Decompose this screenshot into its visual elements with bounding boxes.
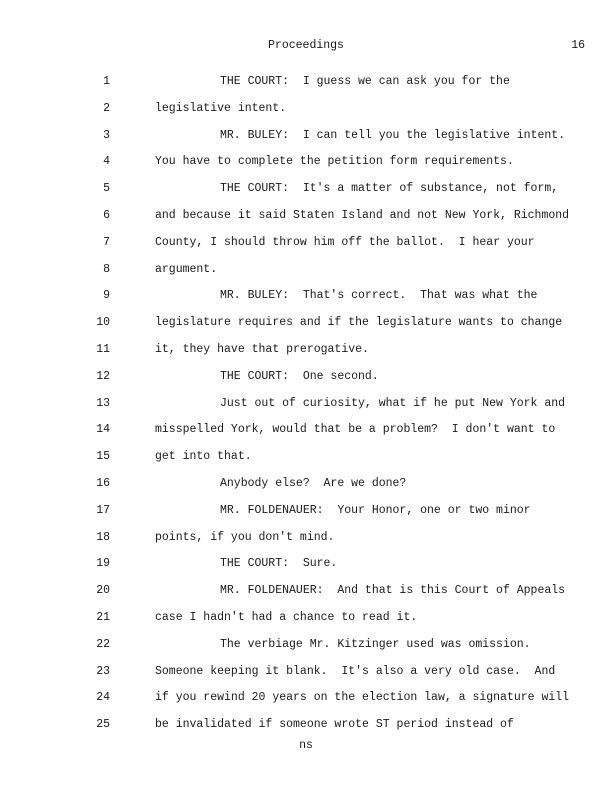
line-number: 9 (103, 289, 110, 303)
line-number: 15 (96, 450, 110, 464)
page-header (0, 38, 612, 54)
transcript-line (0, 449, 612, 476)
transcript-line (0, 476, 612, 503)
transcript-line (0, 74, 612, 101)
line-number: 1 (103, 75, 110, 88)
line-number: 12 (96, 369, 110, 383)
page-number: 16 (571, 39, 585, 52)
line-text: case I hadn't had a chance to read it. (155, 610, 418, 624)
transcript-line (0, 101, 612, 128)
line-text: be invalidated if someone wrote ST period instead of (155, 718, 514, 732)
line-number: 20 (96, 584, 110, 598)
line-number: 24 (96, 691, 110, 705)
transcript-line (0, 235, 612, 262)
line-text: legislature requires and if the legislature wants to change (155, 316, 563, 330)
line-text: MR. FOLDENAUER: And that is this Court of Appeals (220, 584, 566, 598)
line-number: 18 (96, 530, 110, 544)
line-number: 14 (96, 423, 110, 437)
line-number: 19 (96, 557, 110, 571)
line-text: get into that. (155, 450, 252, 464)
line-number: 16 (96, 476, 110, 490)
transcript-line (0, 637, 612, 664)
line-number: 21 (96, 610, 110, 624)
line-text: legislative intent. (155, 101, 287, 115)
line-number: 6 (103, 208, 110, 222)
transcript-line (0, 128, 612, 155)
line-text: The verbiage Mr. Kitzinger used was omission. (220, 637, 531, 651)
line-text: You have to complete the petition form requirements. (155, 155, 514, 169)
line-text: County, I should throw him off the ballot. I hear your (155, 235, 535, 249)
line-text: points, if you don't mind. (155, 530, 335, 544)
page-title: Proceedings (268, 39, 344, 52)
line-number: 22 (96, 637, 110, 651)
transcript-body (0, 74, 612, 744)
line-number: 17 (96, 503, 110, 517)
line-number: 10 (96, 316, 110, 330)
transcript-line (0, 208, 612, 235)
line-number: 23 (96, 664, 110, 678)
line-number: 3 (103, 128, 110, 142)
transcript-line (0, 503, 612, 530)
line-text: Anybody else? Are we done? (220, 476, 407, 490)
line-text: MR. BULEY: That's correct. That was what the (220, 289, 538, 303)
line-text: THE COURT: Sure. (220, 557, 338, 571)
line-text: MR. FOLDENAUER: Your Honor, one or two minor (220, 503, 531, 517)
line-text: if you rewind 20 years on the election law, a signature will (155, 691, 570, 705)
transcript-line (0, 664, 612, 691)
line-text: THE COURT: It's a matter of substance, not form, (220, 182, 559, 196)
line-text: it, they have that prerogative. (155, 342, 369, 356)
transcript-line (0, 610, 612, 637)
transcript-line (0, 315, 612, 342)
transcript-line (0, 288, 612, 315)
line-number: 4 (103, 155, 110, 169)
line-text: MR. BULEY: I can tell you the legislative intent. (220, 128, 566, 142)
reporter-initials: ns (299, 739, 313, 752)
line-text: argument. (155, 262, 218, 276)
transcript-line (0, 369, 612, 396)
line-number: 11 (96, 342, 110, 356)
transcript-line (0, 530, 612, 557)
transcript-line (0, 262, 612, 289)
line-text: and because it said Staten Island and not New York, Richmond (155, 208, 570, 222)
transcript-line (0, 396, 612, 423)
line-number: 2 (103, 101, 110, 115)
line-number: 13 (96, 396, 110, 410)
line-text: THE COURT: I guess we can ask you for the (220, 75, 510, 88)
line-number: 5 (103, 182, 110, 196)
line-text: Someone keeping it blank. It's also a very old case. And (155, 664, 556, 678)
transcript-line (0, 342, 612, 369)
transcript-line (0, 583, 612, 610)
transcript-line (0, 422, 612, 449)
transcript-line (0, 556, 612, 583)
transcript-line (0, 690, 612, 717)
transcript-line (0, 181, 612, 208)
line-number: 7 (103, 235, 110, 249)
line-text: THE COURT: One second. (220, 369, 379, 383)
line-number: 8 (103, 262, 110, 276)
line-text: misspelled York, would that be a problem? I don't want to (155, 423, 556, 437)
line-number: 25 (96, 718, 110, 732)
transcript-line (0, 154, 612, 181)
line-text: Just out of curiosity, what if he put New York and (220, 396, 566, 410)
